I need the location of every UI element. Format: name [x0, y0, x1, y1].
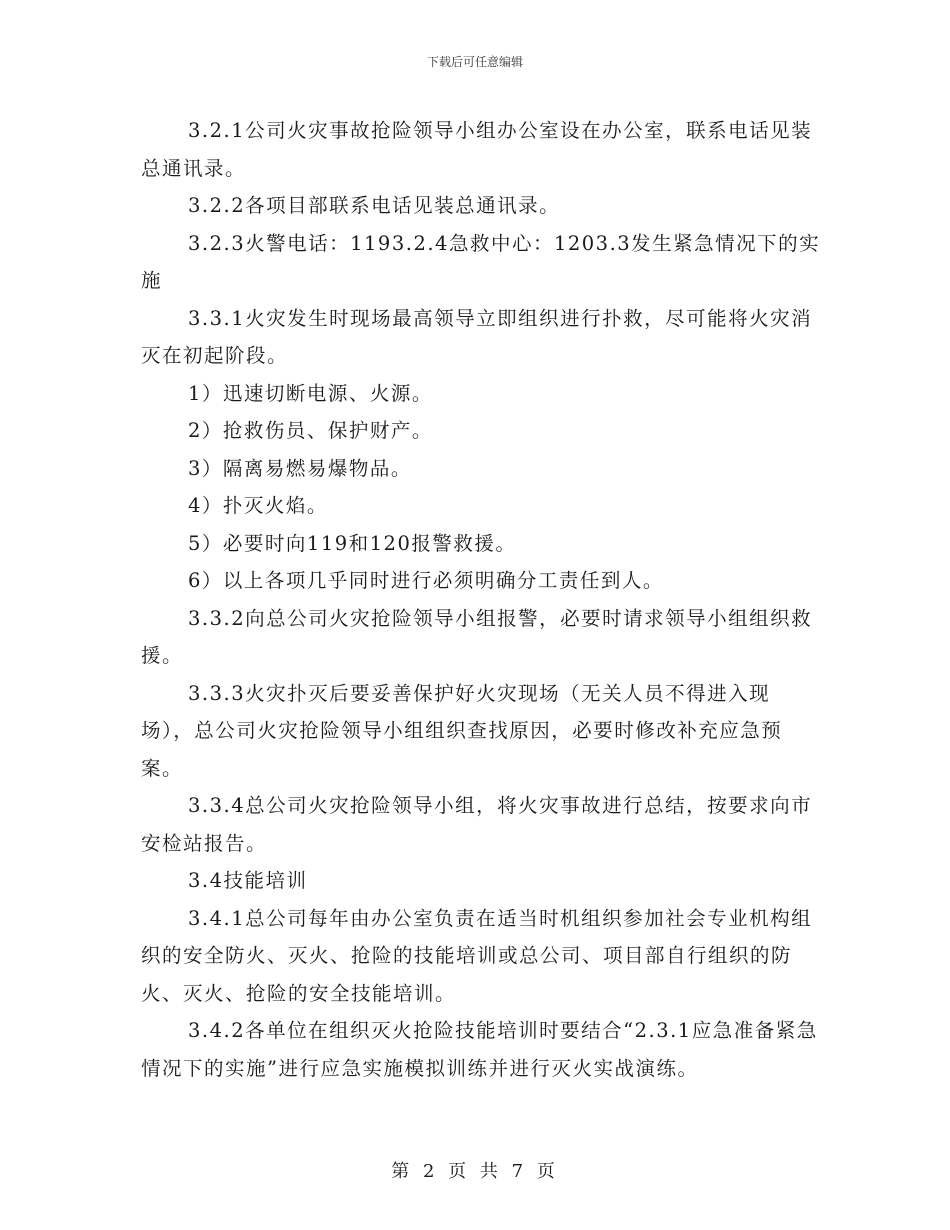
document-body	[141, 112, 821, 1087]
paragraph: 3.3.4总公司火灾抢险领导小组，将火灾事故进行总结，按要求向市安检站报告。	[141, 794, 813, 855]
paragraph: 3.3.2向总公司火灾抢险领导小组报警，必要时请求领导小组组织救援。	[141, 606, 813, 667]
page-number: 第 2 页 共 7 页	[391, 1161, 559, 1182]
paragraph: 3.3.3火灾扑灭后要妥善保护好火灾现场（无关人员不得进入现场），总公司火灾抢险领导小组组织查找原因，必要时修改补充应急预案。	[141, 681, 783, 780]
paragraph: 3.4.1总公司每年由办公室负责在适当时机组织参加社会专业机构组织的安全防火、灭火、抢险的技能培训或总公司、项目部自行组织的防火、灭火、抢险的安全技能培训。	[141, 906, 813, 1005]
list-item: 6）以上各项几乎同时进行必须明确分工责任到人。	[188, 569, 664, 592]
list-item: 1）迅速切断电源、火源。	[188, 381, 433, 405]
list-item: 3）隔离易燃易爆物品。	[188, 456, 412, 480]
paragraph: 3.2.1公司火灾事故抢险领导小组办公室设在办公室，联系电话见装总通讯录。	[141, 119, 813, 180]
section-heading: 3.4技能培训	[188, 869, 308, 892]
list-item: 4）扑灭火焰。	[188, 494, 328, 517]
paragraph: 3.4.2各单位在组织灭火抢险技能培训时要结合“2.3.1应急准备紧急情况下的实施”进行应急实施模拟训练并进行灭火实战演练。	[141, 1019, 818, 1080]
list-item: 2）抢救伤员、保护财产。	[188, 419, 433, 442]
list-item: 5）必要时向119和120报警救援。	[188, 531, 517, 555]
page-header-note: 下载后可任意编辑	[426, 55, 523, 69]
paragraph: 3.3.1火灾发生时现场最高领导立即组织进行扑救，尽可能将火灾消灭在初起阶段。	[141, 306, 813, 367]
paragraph: 3.2.2各项目部联系电话见装总通讯录。	[188, 194, 561, 217]
paragraph: 3.2.3火警电话：1193.2.4急救中心：1203.3发生紧急情况下的实施	[141, 231, 821, 292]
